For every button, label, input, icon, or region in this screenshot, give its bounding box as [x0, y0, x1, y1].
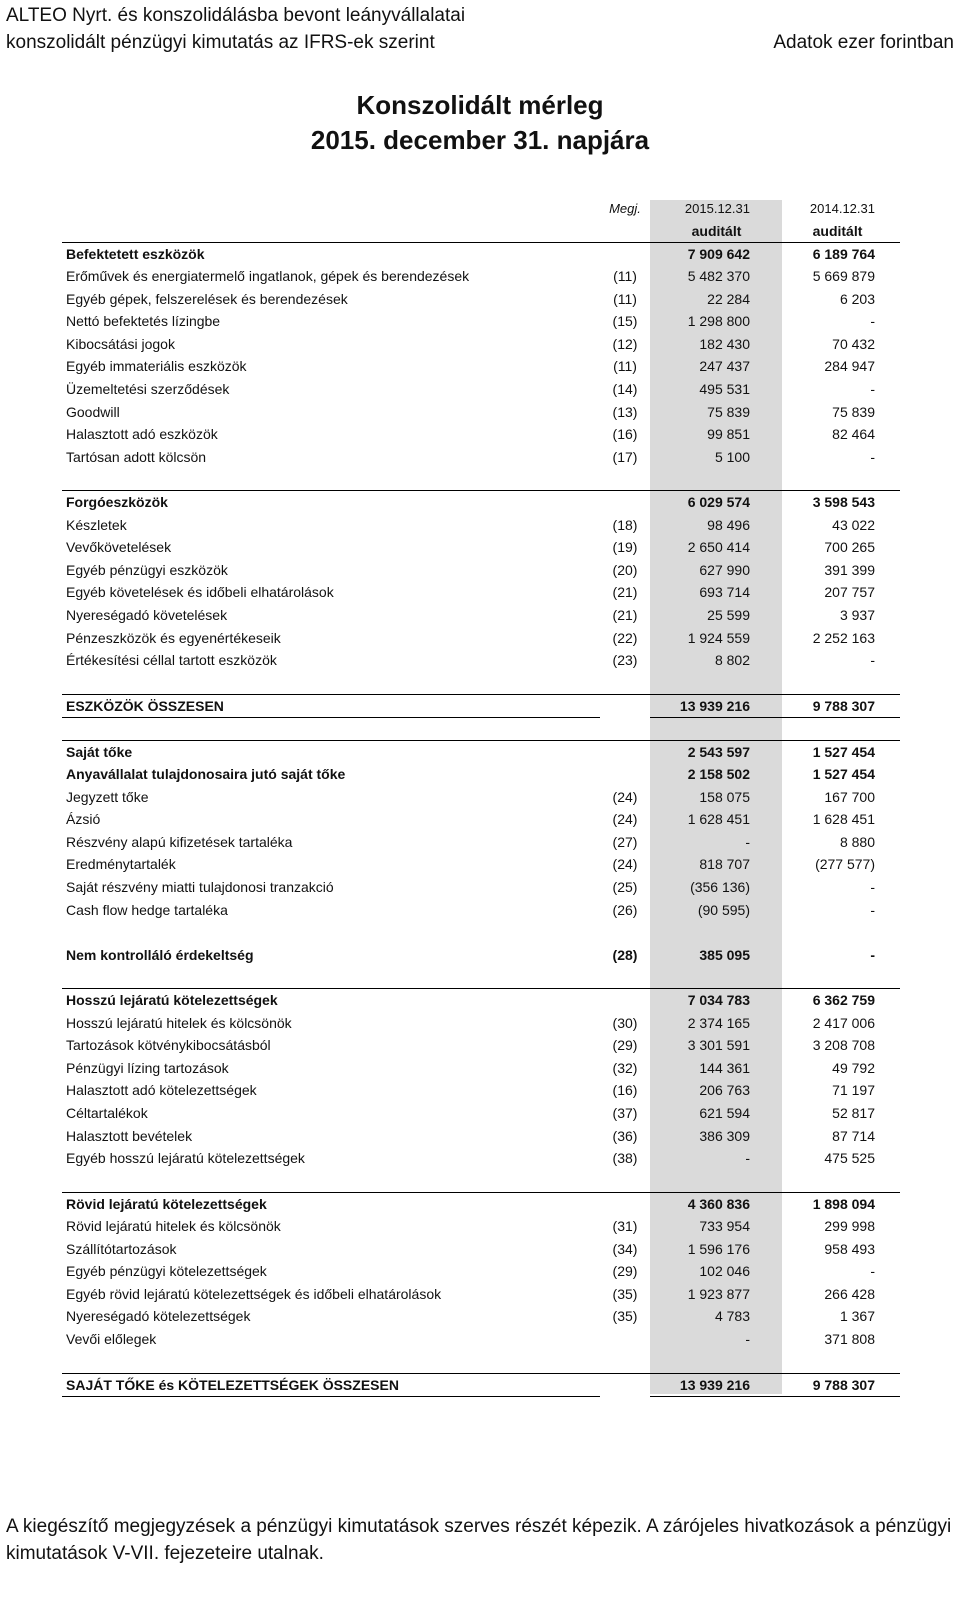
table-row: Nettó befektetés lízingbe (15) 1 298 800 - — [66, 313, 875, 330]
table-row: Nyereségadó kötelezettségek (35) 4 783 1 367 — [66, 1308, 875, 1325]
page-date: 2015. december 31. napjára — [310, 125, 650, 155]
table-row: Rövid lejáratú kötelezettségek 4 360 836 1 898 094 — [62, 1192, 900, 1215]
table-row: Jegyzett tőke (24) 158 075 167 700 — [66, 788, 875, 805]
table-row: Saját tőke 2 543 597 1 527 454 — [62, 740, 900, 763]
company-name: ALTEO Nyrt. és konszolidálásba bevont leányvállalatai — [6, 5, 466, 26]
table-row: Egyéb pénzügyi kötelezettségek (29) 102 046 - — [66, 1263, 875, 1280]
report-header — [6, 2, 465, 56]
table-row: Tartósan adott kölcsön (17) 5 100 - — [66, 448, 875, 465]
table-row: Erőművek és energiatermelő ingatlanok, gépek és berendezések (11) 5 482 370 5 669 879 — [66, 268, 875, 285]
page-title: Konszolidált mérleg — [356, 90, 604, 120]
table-row: Nem kontrolláló érdekeltség (28) 385 095 - — [66, 946, 875, 963]
table-row: Egyéb hosszú lejáratú kötelezettségek (38) - 475 525 — [66, 1150, 875, 1167]
report-subtitle: konszolidált pénzügyi kimutatás az IFRS-ek szerint — [6, 32, 435, 53]
table-row: Pénzeszközök és egyenértékeseik (22) 1 924 559 2 252 163 — [66, 629, 875, 646]
column-header-row — [62, 197, 900, 220]
table-row: Ázsió (24) 1 628 451 1 628 451 — [66, 811, 875, 828]
units-note: Adatok ezer forintban — [773, 32, 954, 53]
table-row: Egyéb rövid lejáratú kötelezettségek és időbeli elhatárolások (35) 1 923 877 266 428 — [66, 1285, 875, 1302]
table-row: Vevőkövetelések (19) 2 650 414 700 265 — [66, 539, 875, 556]
table-row: ESZKÖZÖK ÖSSZESEN 13 939 216 9 788 307 — [62, 695, 900, 718]
balance-sheet-table — [62, 197, 900, 1397]
table-row: Anyavállalat tulajdonosaira jutó saját tőke 2 158 502 1 527 454 — [66, 766, 875, 783]
table-row: Egyéb gépek, felszerelések és berendezések (11) 22 284 6 203 — [66, 290, 875, 307]
table-row: Értékesítési céllal tartott eszközök (23) 8 802 - — [66, 652, 875, 669]
table-row: Céltartalékok (37) 621 594 52 817 — [66, 1104, 875, 1121]
table-row: Rövid lejáratú hitelek és kölcsönök (31) 733 954 299 998 — [66, 1217, 875, 1234]
table-row: Kibocsátási jogok (12) 182 430 70 432 — [66, 335, 875, 352]
table-row: Hosszú lejáratú kötelezettségek 7 034 783 6 362 759 — [62, 989, 900, 1012]
table-row: Részvény alapú kifizetések tartaléka (27) - 8 880 — [66, 833, 875, 850]
table-row: Tartozások kötvénykibocsátásból (29) 3 301 591 3 208 708 — [66, 1037, 875, 1054]
table-row: Halasztott adó kötelezettségek (16) 206 763 71 197 — [66, 1082, 875, 1099]
previous-audit-status: auditált — [812, 222, 863, 239]
table-row: Üzemeltetési szerződések (14) 495 531 - — [66, 381, 875, 398]
table-row: SAJÁT TŐKE és KÖTELEZETTSÉGEK ÖSSZESEN 13 939 216 9 788 307 — [62, 1374, 900, 1397]
current-period-header: 2015.12.31 — [684, 200, 750, 216]
table-row: Nyereségadó követelések (21) 25 599 3 937 — [66, 606, 875, 623]
table-row: Hosszú lejáratú hitelek és kölcsönök (30) 2 374 165 2 417 006 — [66, 1014, 875, 1031]
table-row: Vevői előlegek - 371 808 — [66, 1330, 875, 1347]
note-column-header: Megj. — [609, 200, 641, 216]
table-row: Pénzügyi lízing tartozások (32) 144 361 49 792 — [66, 1059, 875, 1076]
audit-status-row — [62, 220, 900, 243]
table-row: Készletek (18) 98 496 43 022 — [66, 516, 875, 533]
table-row: Saját részvény miatti tulajdonosi tranzakció (25) (356 136) - — [66, 879, 875, 896]
table-row: Forgóeszközök 6 029 574 3 598 543 — [62, 491, 900, 514]
table-row: Befektetett eszközök 7 909 642 6 189 764 — [62, 242, 900, 265]
table-row: Eredménytartalék (24) 818 707 (277 577) — [66, 856, 875, 873]
table-row: Egyéb követelések és időbeli elhatárolások (21) 693 714 207 757 — [66, 584, 875, 601]
table-row: Goodwill (13) 75 839 75 839 — [66, 403, 875, 420]
table-row: Halasztott adó eszközök (16) 99 851 82 464 — [66, 426, 875, 443]
table-row: Szállítótartozások (34) 1 596 176 958 493 — [66, 1240, 875, 1257]
footnote: A kiegészítő megjegyzések a pénzügyi kimutatások szerves részét képezik. A zárójeles hivatkozások a pénzügyi kimutatások V-VII. fejezeteire utalnak. — [6, 1516, 952, 1564]
table-row: Halasztott bevételek (36) 386 309 87 714 — [66, 1127, 875, 1144]
table-row: Egyéb immateriális eszközök (11) 247 437 284 947 — [66, 358, 875, 375]
current-audit-status: auditált — [691, 222, 742, 239]
previous-period-header: 2014.12.31 — [809, 200, 875, 216]
table-row: Egyéb pénzügyi eszközök (20) 627 990 391 399 — [66, 561, 875, 578]
table-row: Cash flow hedge tartaléka (26) (90 595) - — [66, 901, 875, 918]
